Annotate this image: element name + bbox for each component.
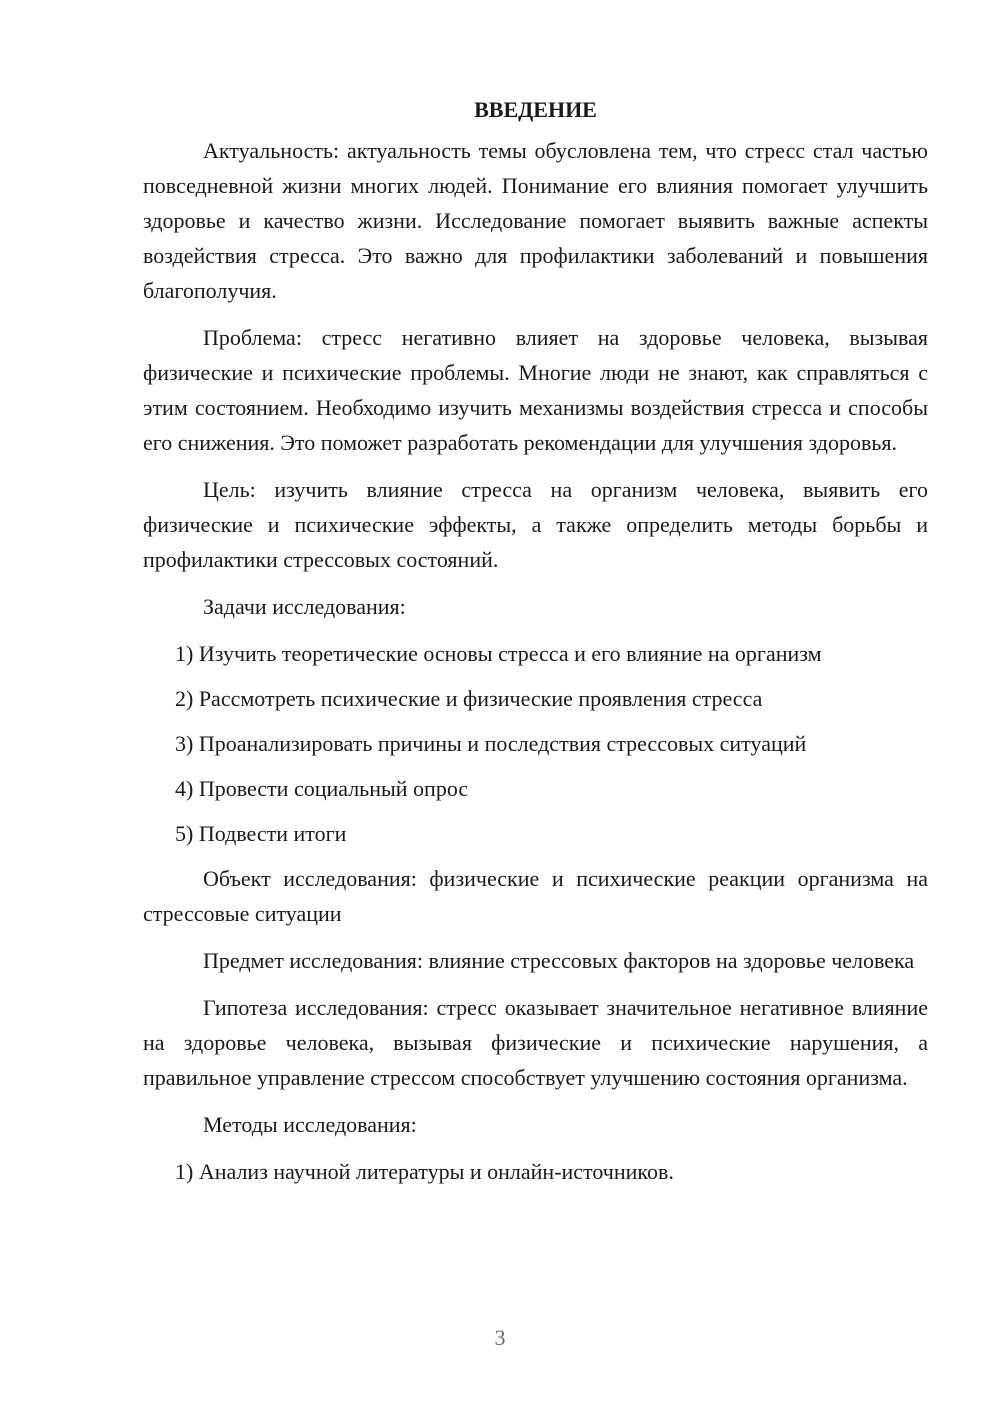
- page-title: ВВЕДЕНИЕ: [474, 97, 597, 122]
- goal-paragraph: Цель: изучить влияние стресса на организм человека, выявить его физические и психические эффекты, а также определить методы борьбы и профилактики стрессовых состояний.: [143, 477, 928, 572]
- page-number: 3: [494, 1325, 506, 1350]
- tasks-heading: Задачи исследования:: [203, 594, 406, 619]
- task-item: 1) Изучить теоретические основы стресса и его влияние на организм: [175, 641, 822, 666]
- problem-paragraph: Проблема: стресс негативно влияет на здоровье человека, вызывая физические и психические проблемы. Многие люди не знают, как справляться с этим состоянием. Необходимо изучить механизмы воздействия стресса и способы его снижения. Это поможет разработать рекомендации для улучшения здоровья.: [143, 325, 928, 455]
- subject-paragraph: Предмет исследования: влияние стрессовых факторов на здоровье человека: [203, 948, 915, 973]
- tasks-list: [143, 636, 928, 851]
- hypothesis-paragraph: Гипотеза исследования: стресс оказывает значительное негативное влияние на здоровье человека, вызывая физические и психические нарушения, а правильное управление стрессом способствует улучшению состояния организма.: [143, 995, 928, 1090]
- relevance-paragraph: Актуальность: актуальность темы обусловлена тем, что стресс стал частью повседневной жизни многих людей. Понимание его влияния помогает улучшить здоровье и качество жизни. Исследование помогает выявить важные аспекты воздействия стресса. Это важно для профилактики заболеваний и повышения благополучия.: [143, 138, 928, 303]
- task-item: 2) Рассмотреть психические и физические проявления стресса: [175, 686, 763, 711]
- method-item: 1) Анализ научной литературы и онлайн-источников.: [175, 1159, 674, 1184]
- methods-heading: Методы исследования:: [203, 1112, 417, 1137]
- methods-list: [143, 1154, 928, 1189]
- task-item: 4) Провести социальный опрос: [175, 776, 469, 801]
- object-paragraph: Объект исследования: физические и психические реакции организма на стрессовые ситуации: [143, 866, 928, 926]
- task-item: 5) Подвести итоги: [175, 821, 347, 846]
- task-item: 3) Проанализировать причины и последствия стрессовых ситуаций: [175, 731, 807, 756]
- document-page: [143, 92, 928, 1199]
